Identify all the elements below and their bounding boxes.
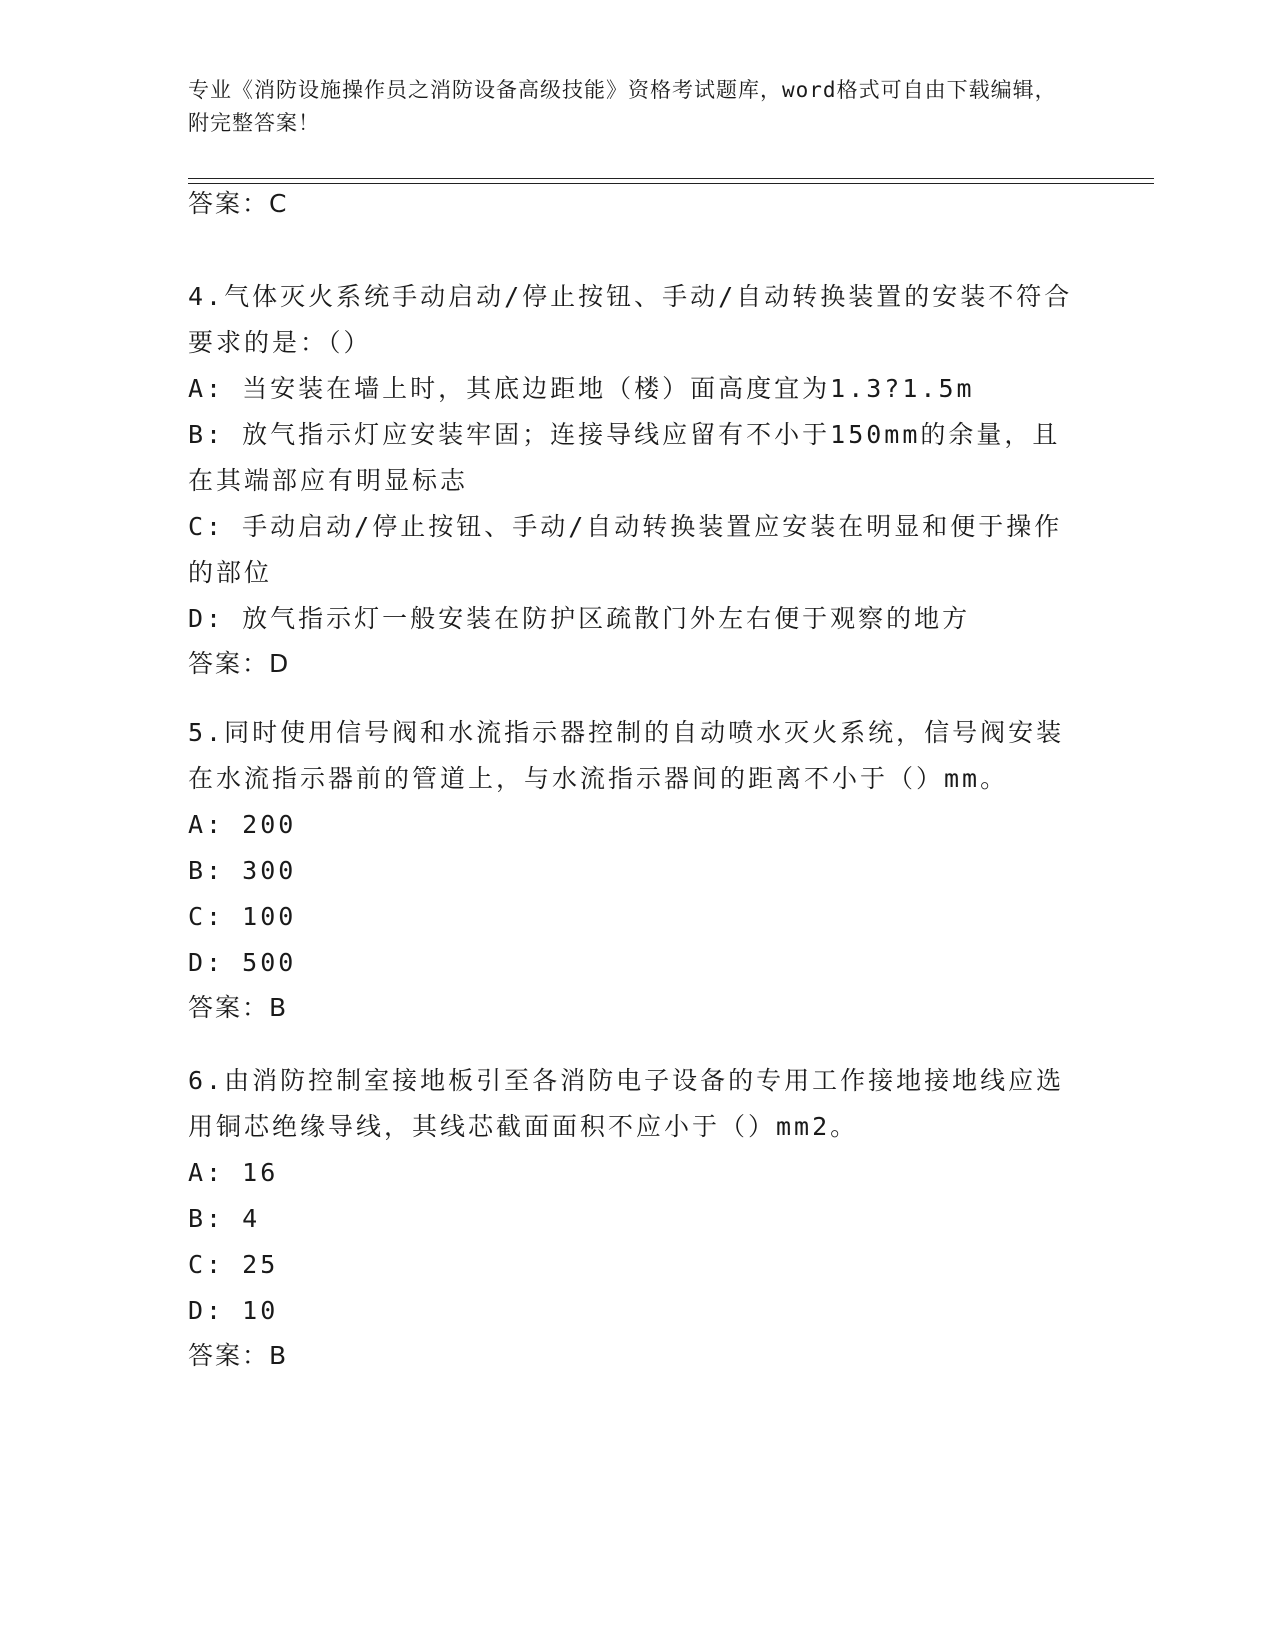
answer-label: 答案： (188, 189, 270, 218)
question-6 (188, 1058, 1088, 1378)
option-a: A: 16 (188, 1158, 279, 1187)
answer-label: 答案： (188, 993, 270, 1022)
option-a: A: 当安装在墙上时，其底边距地（楼）面高度宜为1.3?1.5m (188, 374, 975, 403)
question-text: 5.同时使用信号阀和水流指示器控制的自动喷水灭火系统，信号阀安装在水流指示器前的管道上，与水流指示器间的距离不小于（）mm。 (188, 718, 1065, 793)
option-d: D: 500 (188, 948, 297, 977)
option-b: B: 放气指示灯应安装牢固；连接导线应留有不小于150mm的余量，且在其端部应有明显标志 (188, 420, 1061, 495)
option-d: D: 放气指示灯一般安装在防护区疏散门外左右便于观察的地方 (188, 604, 971, 633)
answer-line (188, 642, 1088, 686)
answer-line (188, 1334, 1088, 1378)
answer-value: B (269, 1341, 288, 1370)
option-b: B: 4 (188, 1204, 261, 1233)
answer-label: 答案： (188, 649, 270, 678)
option-c: C: 100 (188, 902, 297, 931)
option-c: C: 25 (188, 1250, 279, 1279)
option-a: A: 200 (188, 810, 297, 839)
question-5 (188, 710, 1088, 1030)
document-intro: 专业《消防设施操作员之消防设备高级技能》资格考试题库，word格式可自由下载编辑，附完整答案！ (188, 78, 1057, 135)
answer-value: B (269, 993, 288, 1022)
question-text: 4.气体灭火系统手动启动/停止按钮、手动/自动转换装置的安装不符合要求的是：（） (188, 282, 1073, 357)
option-c: C: 手动启动/停止按钮、手动/自动转换装置应安装在明显和便于操作的部位 (188, 512, 1063, 587)
answer-label: 答案： (188, 1341, 270, 1370)
option-d: D: 10 (188, 1296, 279, 1325)
prev-answer-line (188, 182, 1088, 226)
option-b: B: 300 (188, 856, 297, 885)
answer-line (188, 986, 1088, 1030)
question-4 (188, 274, 1088, 686)
answer-value: C (269, 189, 288, 218)
header-divider-top (188, 178, 1154, 179)
answer-value: D (269, 649, 290, 678)
question-text: 6.由消防控制室接地板引至各消防电子设备的专用工作接地接地线应选用铜芯绝缘导线，其线芯截面面积不应小于（）mm2。 (188, 1066, 1065, 1141)
